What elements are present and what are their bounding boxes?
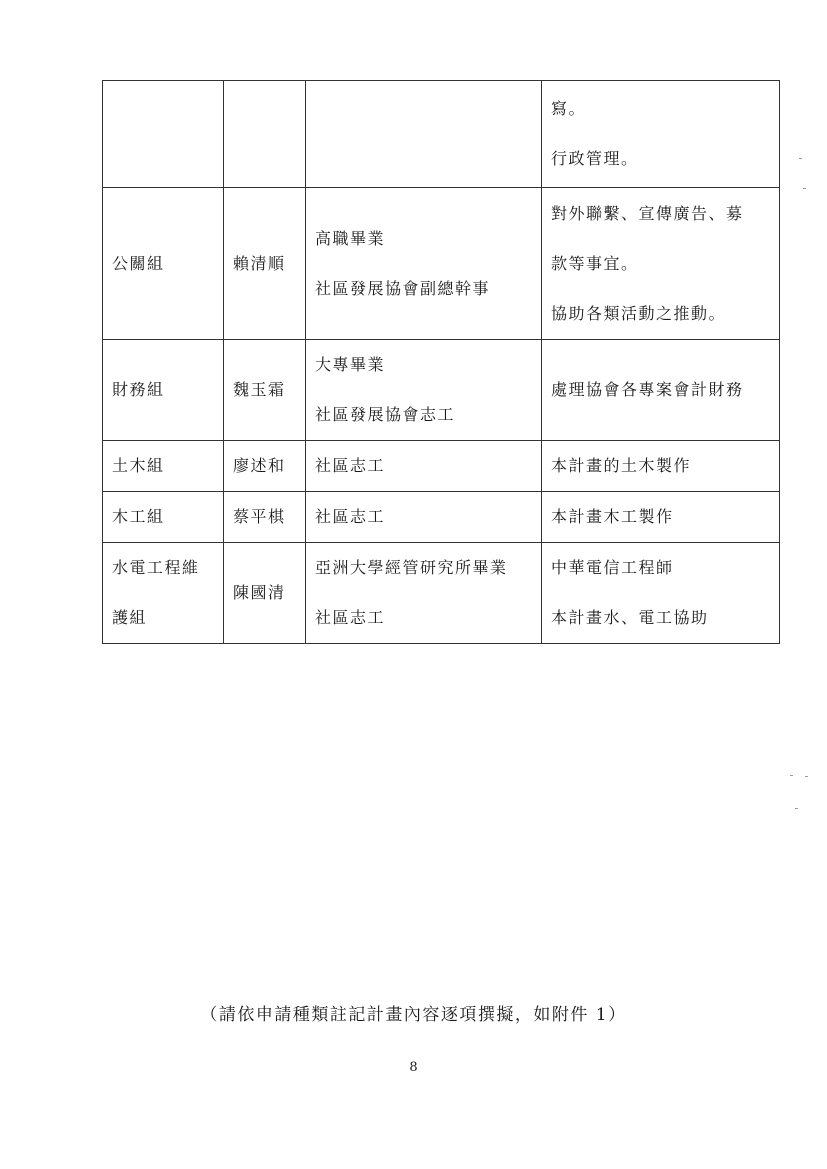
table-row xyxy=(103,81,780,188)
scan-speck xyxy=(790,775,793,776)
duty-line: 本計畫的土木製作 xyxy=(551,456,692,475)
group-line: 護組 xyxy=(112,608,148,627)
duties-cell xyxy=(542,492,780,543)
table-row xyxy=(103,492,780,543)
background-line: 大專畢業 xyxy=(315,355,386,374)
background-line: 高職畢業 xyxy=(315,228,386,248)
background-line: 社區志工 xyxy=(315,456,386,475)
table-row xyxy=(103,543,780,644)
duties-cell xyxy=(542,543,780,644)
background-line: 社區志工 xyxy=(315,608,386,627)
background-line: 社區發展協會志工 xyxy=(315,405,456,424)
group-cell: 木工組 xyxy=(103,492,224,543)
name-cell: 賴清順 xyxy=(224,188,306,340)
background-cell xyxy=(306,188,542,340)
scan-speck xyxy=(805,776,808,777)
background-line: 亞洲大學經管研究所畢業 xyxy=(315,558,508,577)
duty-line: 行政管理。 xyxy=(551,149,639,168)
background-cell xyxy=(306,543,542,644)
duties-cell xyxy=(542,188,780,340)
name-cell: 廖述和 xyxy=(224,441,306,492)
duty-line: 本計畫水、電工協助 xyxy=(551,608,709,627)
duty-line: 寫。 xyxy=(551,99,587,118)
duty-line: 協助各類活動之推動。 xyxy=(551,303,727,323)
background-cell xyxy=(306,492,542,543)
group-line: 水電工程維 xyxy=(112,558,200,577)
name-cell: 陳國清 xyxy=(224,543,306,644)
background-cell xyxy=(306,441,542,492)
group-cell xyxy=(103,543,224,644)
duty-line: 本計畫木工製作 xyxy=(551,507,674,526)
background-line: 社區發展協會副總幹事 xyxy=(315,278,491,298)
duties-cell xyxy=(542,441,780,492)
scan-speck xyxy=(795,808,798,809)
group-cell: 土木組 xyxy=(103,441,224,492)
group-cell: 財務組 xyxy=(103,340,224,441)
group-cell: 公關組 xyxy=(103,188,224,340)
name-cell: 蔡平棋 xyxy=(224,492,306,543)
scan-speck xyxy=(803,188,806,189)
duty-line: 處理協會各專案會計財務 xyxy=(551,380,744,399)
duty-line: 款等事宜。 xyxy=(551,253,639,273)
name-cell xyxy=(224,81,306,188)
staff-table xyxy=(102,80,780,644)
name-cell: 魏玉霜 xyxy=(224,340,306,441)
footnote: （請依申請種類註記計畫內容逐項撰擬，如附件 1） xyxy=(200,1005,627,1025)
scan-speck xyxy=(799,158,802,159)
background-cell xyxy=(306,81,542,188)
page-number: 8 xyxy=(409,1060,418,1075)
table-row xyxy=(103,340,780,441)
duties-cell xyxy=(542,81,780,188)
duty-line: 中華電信工程師 xyxy=(551,558,674,577)
duty-line: 對外聯繫、宣傳廣告、募 xyxy=(551,203,744,223)
duties-cell xyxy=(542,340,780,441)
table-row xyxy=(103,441,780,492)
table-row xyxy=(103,188,780,340)
background-cell xyxy=(306,340,542,441)
group-cell xyxy=(103,81,224,188)
background-line: 社區志工 xyxy=(315,507,386,526)
